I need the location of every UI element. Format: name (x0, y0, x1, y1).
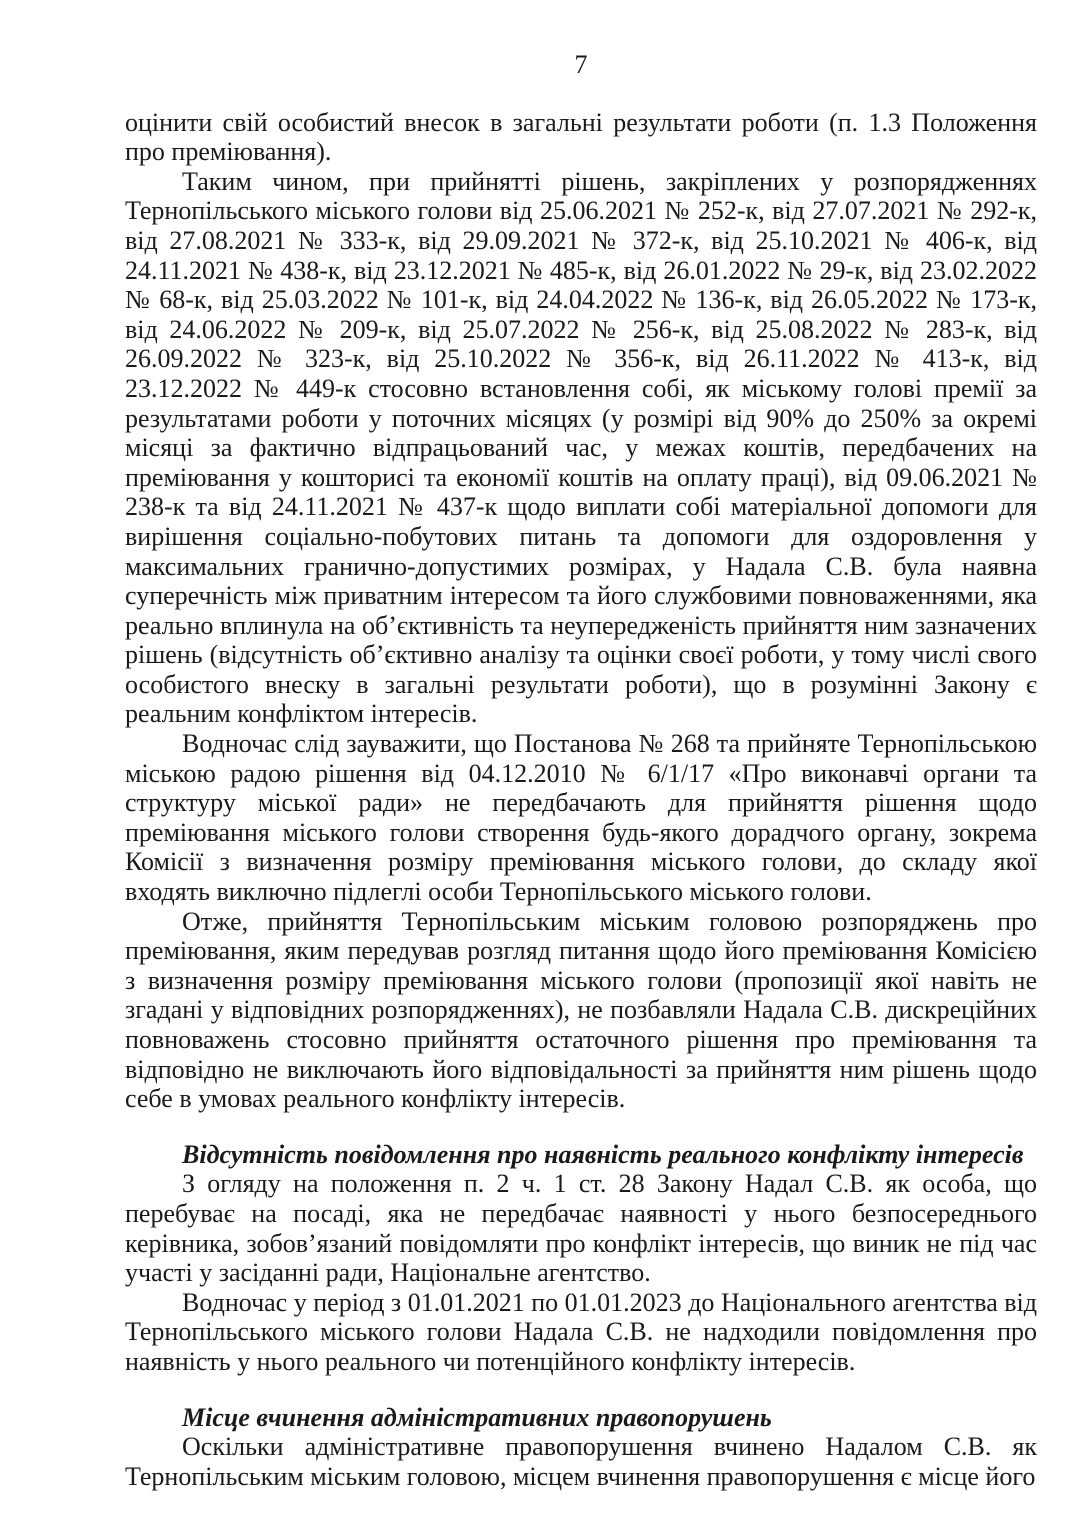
paragraph-continuation: оцінити свій особистий внесок в загальні результати роботи (п. 1.3 Положення про преміювання). (125, 107, 1037, 167)
section-heading-offense-location: Місце вчинення адміністративних правопорушень (182, 1402, 772, 1432)
paragraph-conclusion-discretion: Отже, прийняття Тернопільським міським головою розпоряджень про преміювання, яким передував розгляд питання щодо його преміювання Комісією з визначення розміру преміювання міського голови (пропозиції якої навіть не згадані у відповідних розпорядженнях), не позбавляли Надала С.В. дискреційних повноважень стосовно прийняття остаточного рішення про преміювання та відповідно не виключають його відповідальності за прийняття ним рішень щодо себе в умовах реального конфлікту інтересів. (125, 906, 1037, 1114)
document-body (125, 108, 1037, 1492)
paragraph-no-notifications-period: Водночас у період з 01.01.2021 по 01.01.2023 до Національного агентства від Тернопільського міського голови Надала С.В. не надходили повідомлення про наявність у нього реального чи потенційного конфлікту інтересів. (125, 1287, 1037, 1376)
paragraph-resolutions-list: Таким чином, при прийнятті рішень, закріплених у розпорядженнях Тернопільського міського голови від 25.06.2021 № 252-к, від 27.07.2021 № 292-к, від 27.08.2021 № 333-к, від 29.09.2021 № 372-к, від 25.10.2021 № 406-к, від 24.11.2021 № 438-к, від 23.12.2021 № 485-к, від 26.01.2022 № 29-к, від 23.02.2022 № 68-к, від 25.03.2022 № 101-к, від 24.04.2022 № 136-к, від 26.05.2022 № 173-к, від 24.06.2022 № 209-к, від 25.07.2022 № 256-к, від 25.08.2022 № 283-к, від 26.09.2022 № 323-к, від 25.10.2022 № 356-к, від 26.11.2022 № 413-к, від 23.12.2022 № 449-к стосовно встановлення собі, як міському голові премії за результатами роботи у поточних місяцях (у розмірі від 90% до 250% за окремі місяці за фактично відпрацьований час, у межах коштів, передбачених на преміювання у кошторисі та економії коштів на оплату праці), від 09.06.2021 № 238-к та від 24.11.2021 № 437-к щодо виплати собі матеріальної допомоги для вирішення соціально-побутових питань та допомоги для оздоровлення у максимальних гранично-допустимих розмірах, у Надала С.В. була наявна суперечність між приватним інтересом та його службовими повноваженнями, яка реально вплинула на об’єктивність та неупередженість прийняття ним зазначених рішень (відсутність об’єктивно аналізу та оцінки своєї роботи, у тому числі свого особистого внеску в загальні результати роботи), що в розумінні Закону є реальним конфліктом інтересів. (125, 166, 1037, 729)
section-heading-absence-of-notification: Відсутність повідомлення про наявність реального конфлікту інтересів (182, 1139, 1024, 1169)
page-number: 7 (574, 50, 588, 79)
paragraph-law-art28: З огляду на положення п. 2 ч. 1 ст. 28 Закону Надал С.В. як особа, що перебуває на посаді, яка не передбачає наявності у нього безпосереднього керівника, зобов’язаний повідомляти про конфлікт інтересів, що виник не під час участі у засіданні ради, Національне агентство. (125, 1169, 1037, 1288)
paragraph-resolution-268: Водночас слід зауважити, що Постанова № 268 та прийняте Тернопільською міською радою рішення від 04.12.2010 № 6/1/17 «Про виконавчі органи та структуру міської ради» не передбачають для прийняття рішення щодо преміювання міського голови створення будь-якого дорадчого органу, зокрема Комісії з визначення розміру преміювання міського голови, до складу якої входять виключно підлеглі особи Тернопільського міського голови. (125, 729, 1037, 907)
paragraph-offense-location: Оскільки адміністративне правопорушення вчинено Надалом С.В. як Тернопільським міським головою, місцем вчинення правопорушення є місце його (125, 1432, 1037, 1491)
